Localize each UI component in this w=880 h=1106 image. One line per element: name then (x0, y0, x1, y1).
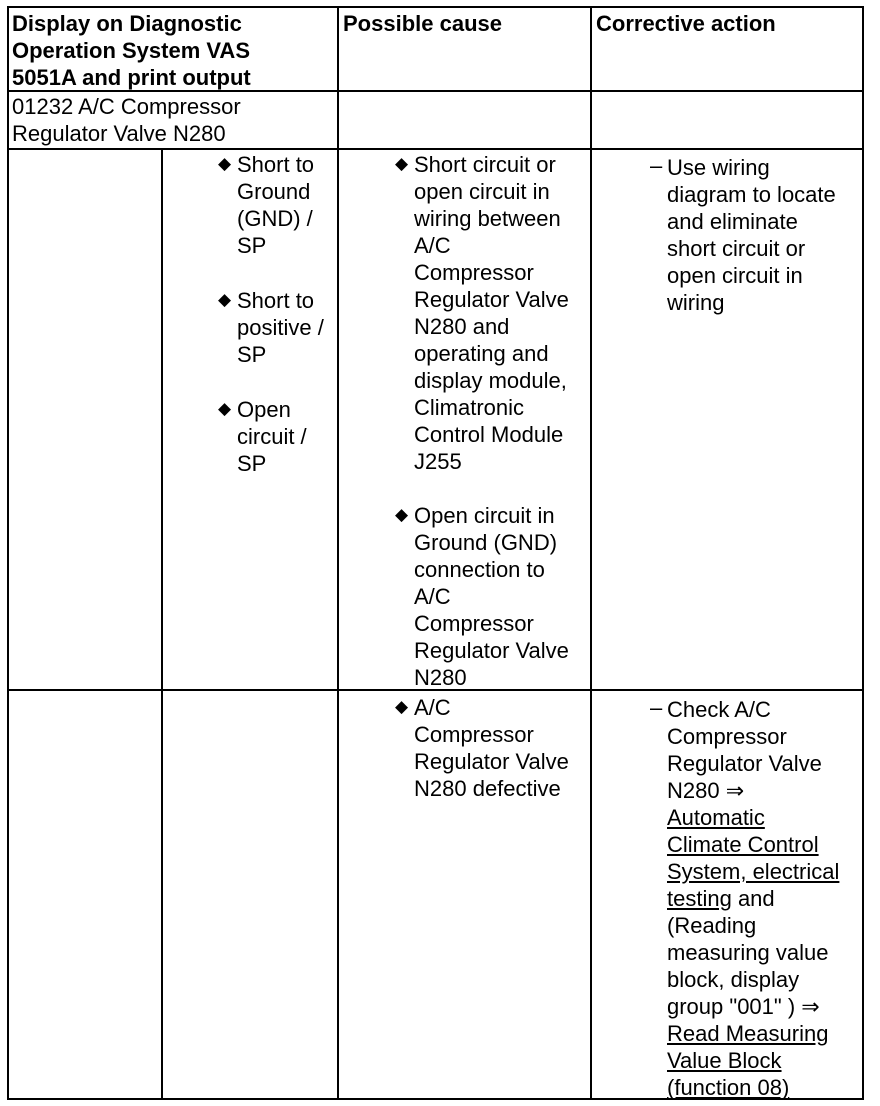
link-read-measuring-value-block[interactable] (667, 1047, 782, 1074)
dash-bullet-icon: – (650, 153, 663, 178)
action-text: N280 (667, 778, 726, 803)
action-line: short circuit or (667, 236, 806, 261)
action-line: Use wiring (667, 155, 770, 180)
link-read-measuring-value-block[interactable] (667, 1020, 828, 1047)
link-automatic-climate-control[interactable] (667, 858, 839, 885)
link-text[interactable]: (function 08) (667, 1075, 790, 1100)
cause-line: Regulator Valve (414, 749, 569, 774)
diamond-bullet-icon: ◆ (395, 154, 409, 173)
fault-mode-line: positive / (237, 315, 324, 340)
action-line: diagram to locate (667, 182, 836, 207)
cause-line: N280 and (414, 314, 510, 339)
cause-line: Compressor (414, 722, 534, 747)
link-text[interactable]: testing (667, 886, 732, 911)
link-automatic-climate-control[interactable] (667, 804, 765, 831)
action-line: open circuit in (667, 263, 803, 288)
cause-line: connection to (414, 557, 545, 582)
action-text: group "001" ) (667, 994, 802, 1019)
cause-line: Control Module (414, 422, 564, 447)
cause-line: Compressor (414, 260, 534, 285)
double-right-arrow-icon: ⇒ (725, 778, 745, 803)
cause-line: Open circuit in (414, 503, 555, 528)
code-row-divider (7, 148, 864, 150)
table-border-left (7, 6, 9, 1100)
fault-mode-line: Short to (237, 288, 315, 313)
header-corrective-action: Corrective action (596, 11, 776, 36)
action-text: and (731, 886, 775, 911)
diamond-bullet-icon: ◆ (395, 505, 409, 524)
link-text[interactable]: System, electrical (667, 859, 840, 884)
action-line (667, 993, 820, 1020)
fault-mode-divider (161, 148, 163, 1100)
fault-code-line: 01232 A/C Compressor (12, 94, 241, 119)
link-text[interactable]: Climate Control (667, 832, 819, 857)
fault-mode-line: circuit / (237, 424, 307, 449)
cause-line: Regulator Valve (414, 287, 569, 312)
action-column-divider (590, 6, 592, 1100)
fault-mode-line: SP (237, 342, 267, 367)
cause-line: A/C (414, 233, 451, 258)
link-text[interactable]: Value Block (667, 1048, 782, 1073)
link-text[interactable]: Automatic (667, 805, 765, 830)
table-border-top (7, 6, 864, 8)
action-line: (Reading (667, 913, 757, 938)
action-line: Check A/C (667, 697, 771, 722)
header-display-line: 5051A and print output (12, 65, 251, 90)
fault-mode-line: (GND) / (237, 206, 313, 231)
cause-line: N280 (414, 665, 467, 690)
cause-line: Ground (GND) (414, 530, 558, 555)
fault-mode-line: SP (237, 233, 267, 258)
link-text[interactable]: Read Measuring (667, 1021, 829, 1046)
table-border-right (862, 6, 864, 1100)
fault-mode-line: Ground (237, 179, 311, 204)
cause-line: operating and (414, 341, 549, 366)
cause-line: A/C (414, 695, 451, 720)
action-line (667, 885, 775, 912)
action-line: and eliminate (667, 209, 798, 234)
action-line: measuring value (667, 940, 829, 965)
dash-bullet-icon: – (650, 695, 663, 720)
cause-line: open circuit in (414, 179, 550, 204)
cause-line: J255 (414, 449, 462, 474)
cause-line: N280 defective (414, 776, 561, 801)
link-read-measuring-value-block[interactable] (667, 1074, 789, 1101)
cause-line: wiring between (414, 206, 561, 231)
link-automatic-climate-control[interactable] (667, 831, 819, 858)
fault-mode-line: SP (237, 451, 267, 476)
action-line (667, 777, 744, 804)
action-line: wiring (667, 290, 725, 315)
action-line: Regulator Valve (667, 751, 822, 776)
cause-line: Regulator Valve (414, 638, 569, 663)
action-line: Compressor (667, 724, 787, 749)
fault-code-line: Regulator Valve N280 (12, 121, 226, 146)
cause-line: Climatronic (414, 395, 525, 420)
diamond-bullet-icon: ◆ (218, 290, 232, 309)
header-possible-cause: Possible cause (343, 11, 502, 36)
cause-line: Short circuit or (414, 152, 556, 177)
header-display-line: Operation System VAS (12, 38, 250, 63)
fault-mode-line: Open (237, 397, 291, 422)
double-right-arrow-icon: ⇒ (801, 994, 820, 1019)
diamond-bullet-icon: ◆ (395, 697, 409, 716)
cause-line: display module, (414, 368, 567, 393)
cause-column-divider (337, 6, 339, 1100)
cause-line: A/C (414, 584, 451, 609)
action-line: block, display (667, 967, 800, 992)
fault-mode-line: Short to (237, 152, 315, 177)
diamond-bullet-icon: ◆ (218, 399, 232, 418)
header-display-line: Display on Diagnostic (12, 11, 242, 36)
cause-line: Compressor (414, 611, 534, 636)
diamond-bullet-icon: ◆ (218, 154, 232, 173)
